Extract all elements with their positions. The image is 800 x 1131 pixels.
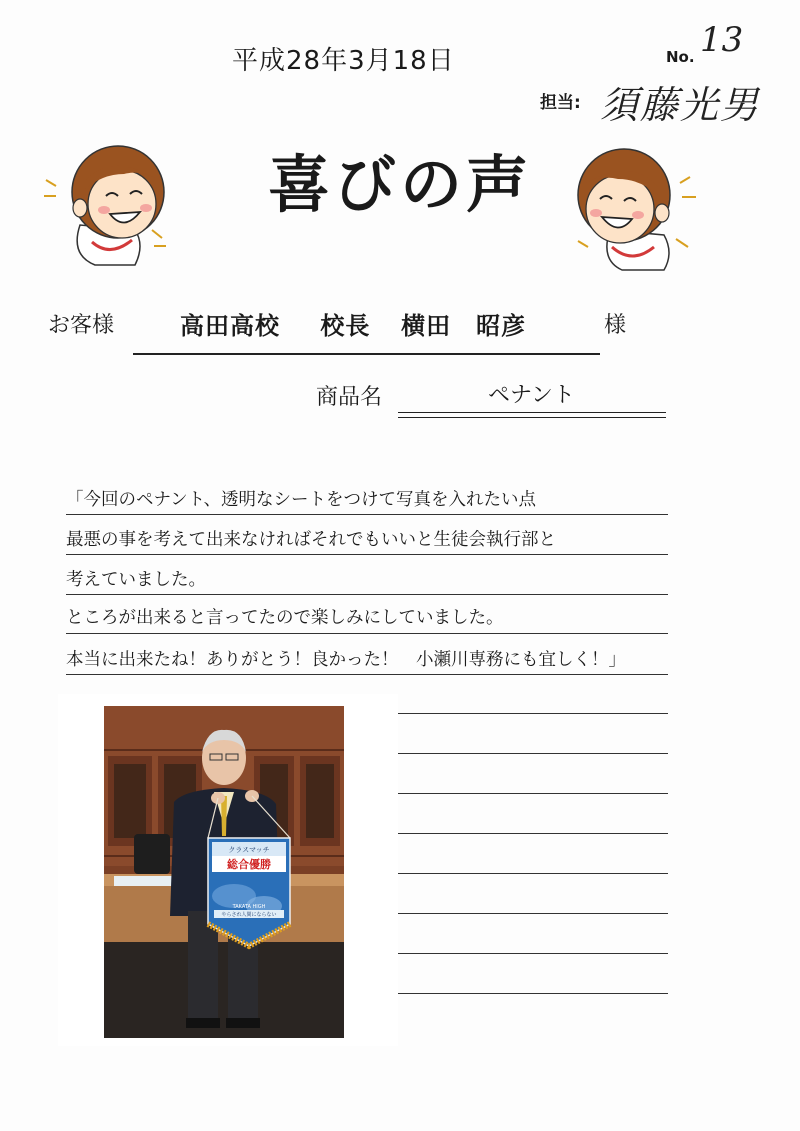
customer-honorific: 様 [604,313,627,338]
comment-line-4: ところが出来ると言ってたので楽しみにしていました。 [66,608,504,628]
product-underline-second [398,417,666,418]
product-underline [398,412,666,413]
blank-rule [398,953,668,954]
blank-rule [398,793,668,794]
comment-rule [66,594,668,595]
blank-rule [398,913,668,914]
number-label: No. [666,48,695,66]
comment-rule [66,554,668,555]
comment-rule [66,674,668,675]
comment-rule [66,514,668,515]
blank-rule [398,993,668,994]
staff-label: 担当: [540,93,581,113]
pennant-slogan-text: やらされ人間にならない [221,912,277,918]
blank-rule [398,753,668,754]
customer-underline [133,353,600,355]
customer-name: 高田高校 校長 横田 昭彦 [180,312,527,340]
date-text: 平成28年3月18日 [232,46,455,76]
smiling-woman-left-icon [40,130,170,270]
pennant-top-text: クラスマッチ [228,846,270,854]
comment-line-3: 考えていました。 [66,570,206,590]
product-name: ペナント [488,383,575,408]
blank-rule [398,713,668,714]
pennant-main-text: 総合優勝 [227,858,271,871]
staff-signature: 須藤光男 [600,83,761,127]
blank-rule [398,833,668,834]
product-label: 商品名 [316,385,383,410]
comment-line-5: 本当に出来たね！ありがとう！良かった！ 小瀬川専務にも宜しく！」 [66,650,626,670]
blank-rule [398,873,668,874]
comment-rule [66,633,668,634]
page-title: 喜びの声 [267,148,532,221]
number-value: 13 [700,20,744,60]
comment-line-1: 「今回のペナント、透明なシートをつけて写真を入れたい点 [66,490,537,510]
smiling-woman-right-icon [572,135,702,275]
customer-photo [104,706,344,1038]
comment-line-2: 最悪の事を考えて出来なければそれでもいいと生徒会執行部と [66,530,556,550]
pennant-school-text: TAKATA HIGH [232,904,266,910]
customer-label: お客様 [48,313,115,338]
